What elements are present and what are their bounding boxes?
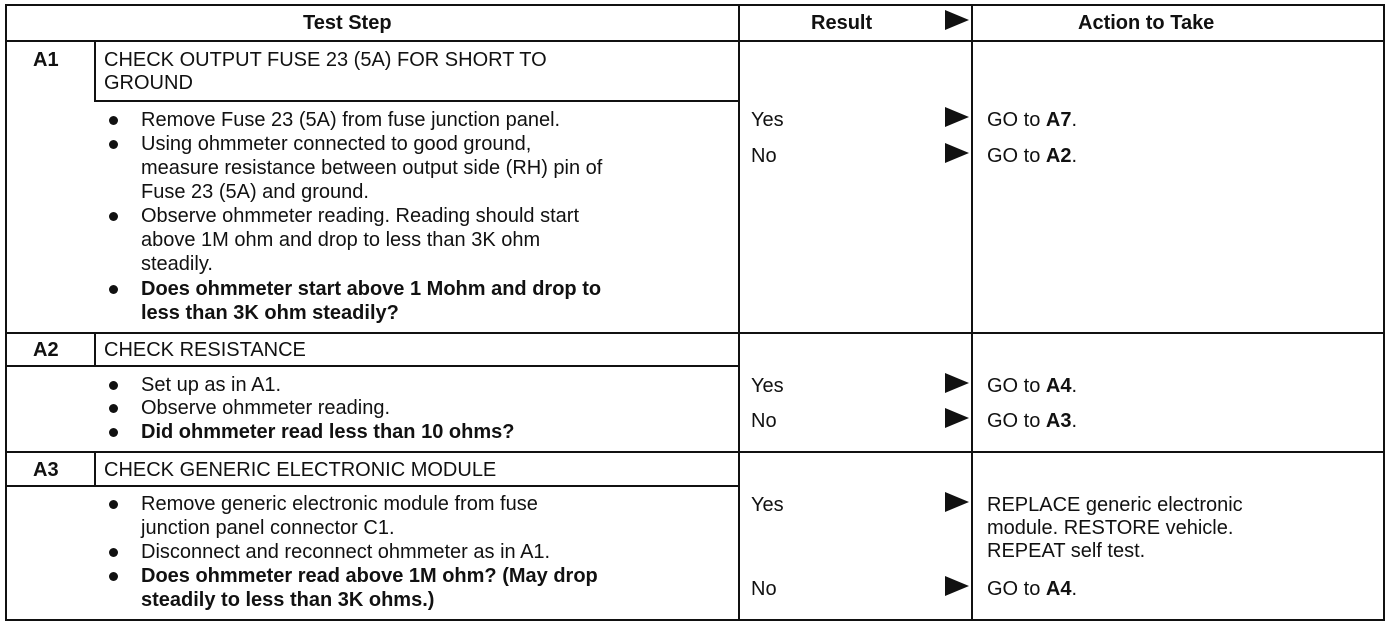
a2-result-no: No [751, 410, 777, 432]
a3-bullet1-line2: junction panel connector C1. [141, 517, 395, 539]
stepid-divider-a3 [94, 452, 96, 486]
a1-bullet2-line3: Fuse 23 (5A) and ground. [141, 181, 369, 203]
a1-bullet4-line2: less than 3K ohm steadily? [141, 302, 399, 324]
a2-bullet3: Did ohmmeter read less than 10 ohms? [141, 421, 515, 443]
a1-bullet4-line1: Does ohmmeter start above 1 Mohm and drop to [141, 278, 602, 300]
a2-bullet2: Observe ohmmeter reading. [141, 397, 391, 419]
bullet-icon [109, 285, 118, 294]
step-a1-title-line2: GROUND [104, 72, 193, 94]
a2-title-rule [5, 365, 739, 367]
arrow-icon [945, 107, 969, 127]
stepid-divider-a2 [94, 333, 96, 366]
a1-action-yes: GO to A7. [987, 109, 1078, 131]
a1-bullet3-line1: Observe ohmmeter reading. Reading should start [141, 205, 580, 227]
a1-bullet2-line1: Using ohmmeter connected to good ground, [141, 133, 532, 155]
bullet-icon [109, 381, 118, 390]
a2-action-no: GO to A3. [987, 410, 1078, 432]
a3-bullet3-line2: steadily to less than 3K ohms.) [141, 589, 435, 611]
a3-action-no: GO to A4. [987, 578, 1078, 600]
step-id-a2: A2 [33, 339, 59, 361]
a2-a3-row-divider [5, 451, 1385, 453]
arrow-icon [945, 408, 969, 428]
header-arrow-icon [945, 10, 969, 30]
a3-action-yes-line3: REPEAT self test. [987, 540, 1146, 562]
bullet-icon [109, 548, 118, 557]
bullet-icon [109, 428, 118, 437]
a1-result-yes: Yes [751, 109, 784, 131]
bullet-icon [109, 404, 118, 413]
a3-action-yes-line1: REPLACE generic electronic [987, 494, 1243, 516]
step-a1-title-line1: CHECK OUTPUT FUSE 23 (5A) FOR SHORT TO [104, 49, 547, 71]
bullet-icon [109, 140, 118, 149]
a3-result-no: No [751, 578, 777, 600]
a2-result-yes: Yes [751, 375, 784, 397]
a1-bullet3-line2: above 1M ohm and drop to less than 3K ohm [141, 229, 541, 251]
a3-bullet3-line1: Does ohmmeter read above 1M ohm? (May drop [141, 565, 598, 587]
a3-result-yes: Yes [751, 494, 784, 516]
action-column-divider [971, 4, 973, 621]
header-test-step: Test Step [303, 12, 392, 34]
a3-title-rule [5, 485, 739, 487]
a3-bullet1-line1: Remove generic electronic module from fuse [141, 493, 538, 515]
arrow-icon [945, 143, 969, 163]
a2-bullet1: Set up as in A1. [141, 374, 282, 396]
test-procedure-table [5, 4, 1385, 621]
step-id-a3: A3 [33, 459, 59, 481]
step-id-a1: A1 [33, 49, 59, 71]
a1-action-no: GO to A2. [987, 145, 1078, 167]
a1-result-no: No [751, 145, 777, 167]
bullet-icon [109, 116, 118, 125]
table-right-border [1383, 4, 1385, 621]
a1-bullet1-line1: Remove Fuse 23 (5A) from fuse junction panel. [141, 109, 561, 131]
header-row-divider [5, 40, 1385, 42]
bullet-icon [109, 572, 118, 581]
table-bottom-border [5, 619, 1385, 621]
bullet-icon [109, 212, 118, 221]
result-column-divider [738, 4, 740, 621]
a1-bullet2-line2: measure resistance between output side (RH) pin of [141, 157, 603, 179]
arrow-icon [945, 492, 969, 512]
table-left-border [5, 4, 7, 621]
arrow-icon [945, 576, 969, 596]
a1-title-rule [94, 100, 739, 102]
a1-a2-row-divider [5, 332, 1385, 334]
arrow-icon [945, 373, 969, 393]
header-result: Result [811, 12, 873, 34]
step-a2-title: CHECK RESISTANCE [104, 339, 306, 361]
a2-action-yes: GO to A4. [987, 375, 1078, 397]
stepid-divider-a1 [94, 41, 96, 101]
table-top-border [5, 4, 1385, 6]
step-a3-title: CHECK GENERIC ELECTRONIC MODULE [104, 459, 497, 481]
a3-bullet2: Disconnect and reconnect ohmmeter as in A1. [141, 541, 551, 563]
a1-bullet3-line3: steadily. [141, 253, 213, 275]
header-action: Action to Take [1078, 12, 1215, 34]
a3-action-yes-line2: module. RESTORE vehicle. [987, 517, 1234, 539]
bullet-icon [109, 500, 118, 509]
